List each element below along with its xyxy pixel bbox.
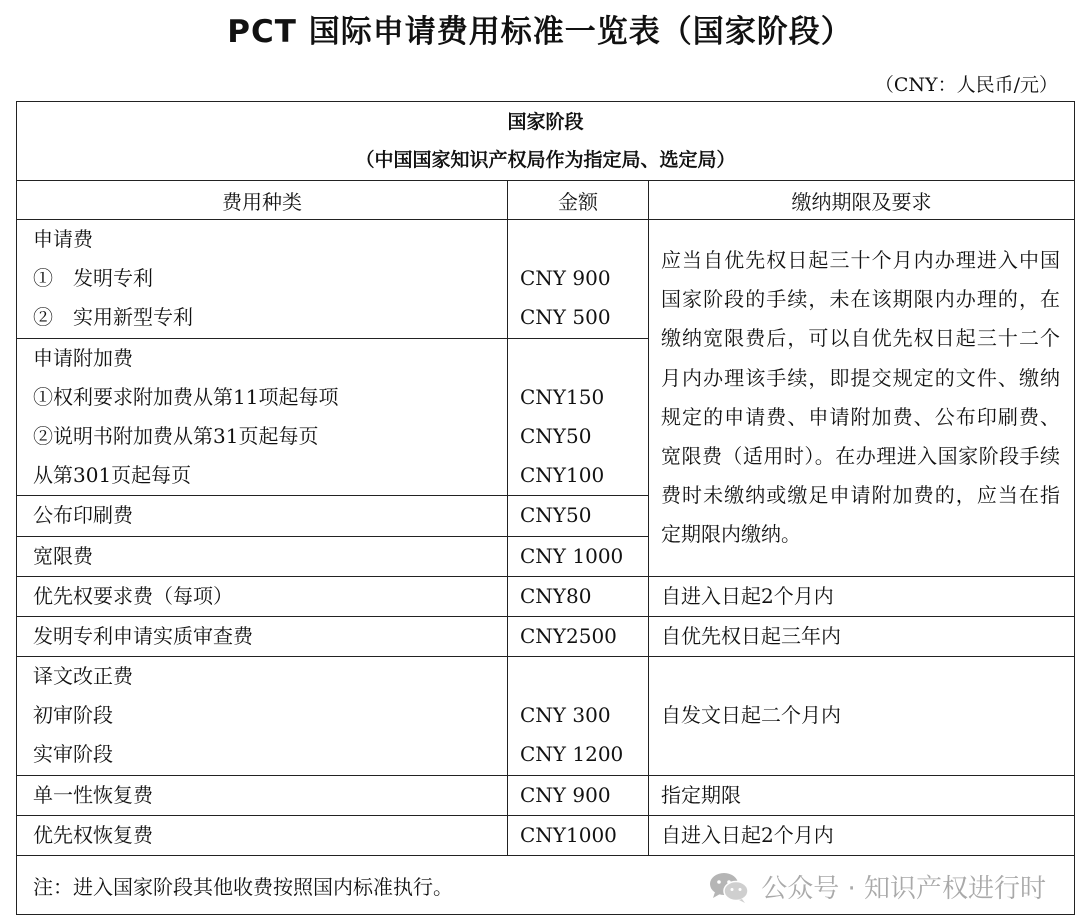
amount-value: CNY 900 xyxy=(520,782,611,807)
requirement-text: 自发文日起二个月内 xyxy=(661,703,841,728)
note-cell xyxy=(17,856,1075,915)
table-title-cell xyxy=(17,102,1075,181)
wechat-icon xyxy=(709,871,749,903)
table-note: 注：进入国家阶段其他收费按照国内标准执行。 xyxy=(33,874,453,899)
requirement-cell xyxy=(649,576,1075,616)
table-title-row xyxy=(17,102,1075,181)
amount-value: CNY 900 xyxy=(520,266,611,291)
column-header-amount: 金额 xyxy=(508,181,649,220)
requirement-cell xyxy=(649,616,1075,656)
table-subtitle: （中国国家知识产权局作为指定局、选定局） xyxy=(355,149,736,171)
fee-type-cell xyxy=(17,775,508,815)
fee-label: 优先权恢复费 xyxy=(33,822,153,847)
requirement-cell: 应当自优先权日起三十个月内办理进入中国国家阶段的手续，未在该期限内办理的，在缴纳宽限费后，可以自优先权日起三十二个月内办理该手续，即提交规定的文件、缴纳规定的申请费、申请附加费、公布印刷费、宽限费（适用时）。在办理进入国家阶段手续费时未缴纳或缴足申请附加费的，应当在指定期限内缴纳。 xyxy=(649,220,1075,577)
amount-value: CNY80 xyxy=(520,583,592,608)
fee-label: 宽限费 xyxy=(33,543,93,568)
watermark xyxy=(709,868,1046,905)
table-row xyxy=(17,576,1075,616)
amount-cell xyxy=(508,775,649,815)
amount-value: CNY 500 xyxy=(520,305,611,330)
fee-type-cell xyxy=(17,220,508,339)
fee-type-cell xyxy=(17,815,508,855)
table-row xyxy=(17,616,1075,656)
fee-item: ② 实用新型专利 xyxy=(33,305,193,330)
table-title: 国家阶段 xyxy=(507,111,584,133)
amount-value: CNY2500 xyxy=(520,623,617,648)
requirement-text: 自优先权日起三年内 xyxy=(661,623,841,648)
fee-type-cell xyxy=(17,338,508,496)
table-row xyxy=(17,220,1075,339)
page-title: PCT 国际申请费用标准一览表（国家阶段） xyxy=(227,14,853,50)
amount-cell xyxy=(508,657,649,776)
amount-value: CNY1000 xyxy=(520,822,617,847)
amount-cell xyxy=(508,496,649,536)
fee-group-title: 译文改正费 xyxy=(33,664,133,689)
fee-item: 从第301页起每页 xyxy=(33,463,192,488)
amount-value: CNY 300 xyxy=(520,703,611,728)
fee-type-cell xyxy=(17,576,508,616)
amount-value: CNY100 xyxy=(520,463,605,488)
amount-cell xyxy=(508,576,649,616)
amount-cell xyxy=(508,815,649,855)
fee-group-title: 申请附加费 xyxy=(33,345,133,370)
fee-type-cell xyxy=(17,616,508,656)
fee-item: 实审阶段 xyxy=(33,742,113,767)
column-header-type: 费用种类 xyxy=(17,181,508,220)
requirement-text: 自进入日起2个月内 xyxy=(661,583,834,608)
table-row xyxy=(17,657,1075,776)
amount-cell xyxy=(508,220,649,339)
amount-value: CNY150 xyxy=(520,384,605,409)
amount-value: CNY 1000 xyxy=(520,543,624,568)
note-row xyxy=(17,856,1075,915)
requirement-text: 自进入日起2个月内 xyxy=(661,822,834,847)
fee-table xyxy=(16,101,1075,915)
fee-label: 发明专利申请实质审查费 xyxy=(33,623,253,648)
fee-label: 公布印刷费 xyxy=(33,503,133,528)
fee-group-title: 申请费 xyxy=(33,227,93,251)
fee-item: ②说明书附加费从第31页起每页 xyxy=(33,423,319,448)
column-header-requirement: 缴纳期限及要求 xyxy=(649,181,1075,220)
fee-item: ① 发明专利 xyxy=(33,266,153,291)
amount-value: CNY 1200 xyxy=(520,742,624,767)
amount-value: CNY50 xyxy=(520,423,592,448)
fee-label: 单一性恢复费 xyxy=(33,782,153,807)
amount-cell xyxy=(508,536,649,576)
currency-unit-note: （CNY：人民币/元） xyxy=(874,74,1058,96)
column-header-row xyxy=(17,181,1075,220)
fee-item: ①权利要求附加费从第11项起每项 xyxy=(33,384,339,409)
amount-cell xyxy=(508,616,649,656)
table-row xyxy=(17,815,1075,855)
amount-cell xyxy=(508,338,649,496)
requirement-cell xyxy=(649,815,1075,855)
fee-type-cell xyxy=(17,657,508,776)
requirement-text: 指定期限 xyxy=(661,782,741,807)
fee-type-cell xyxy=(17,496,508,536)
amount-value: CNY50 xyxy=(520,503,592,528)
watermark-text: 公众号 · 知识产权进行时 xyxy=(761,874,1047,904)
requirement-cell xyxy=(649,775,1075,815)
fee-item: 初审阶段 xyxy=(33,703,113,728)
table-row xyxy=(17,775,1075,815)
requirement-cell xyxy=(649,657,1075,776)
fee-type-cell xyxy=(17,536,508,576)
fee-label: 优先权要求费（每项） xyxy=(33,583,233,608)
